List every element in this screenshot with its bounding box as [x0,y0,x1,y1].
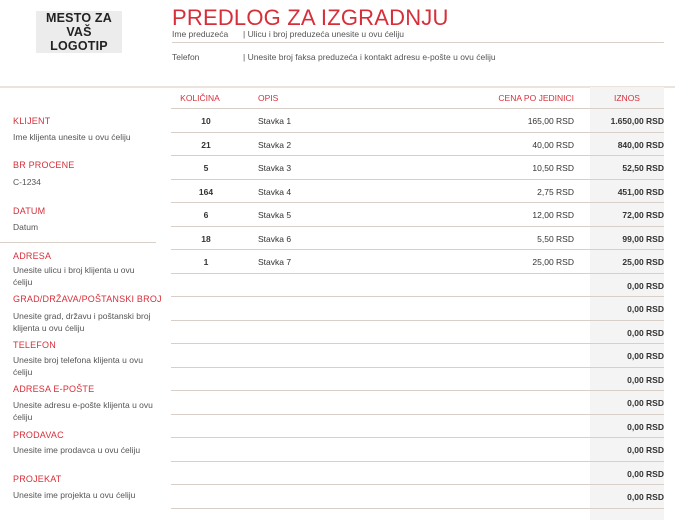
amount-cell[interactable]: 0,00 RSD [627,304,664,314]
client-field-label: PROJEKAT [13,474,62,484]
table-row [171,415,664,439]
client-field-label: GRAD/DRŽAVA/POŠTANSKI BROJ [13,294,162,304]
logo-line-2: VAŠ LOGOTIP [50,25,108,53]
quantity-cell[interactable]: 21 [201,139,211,150]
description-cell[interactable]: Stavka 1 [258,116,292,126]
table-row [171,438,664,462]
description-cell[interactable]: Stavka 5 [258,210,292,220]
client-field-label: KLIJENT [13,116,51,126]
quantity-cell[interactable]: 6 [203,210,209,220]
client-field-value[interactable]: Unesite ime prodavca u ovu ćeliju [13,445,141,455]
amount-cell[interactable]: 99,00 RSD [622,233,664,244]
table-header [171,87,664,109]
sidebar-divider [0,242,156,243]
amount-cell[interactable]: 0,00 RSD [627,280,664,291]
table-row [171,321,664,345]
amount-cell[interactable]: 1.650,00 RSD [610,116,664,126]
document-title[interactable]: PREDLOG ZA IZGRADNJU [172,5,449,30]
unit-price-cell[interactable]: 25,00 RSD [532,257,574,267]
amount-cell[interactable]: 0,00 RSD [627,398,664,408]
line-items-table [171,87,664,509]
unit-price-cell[interactable]: 2,75 RSD [537,186,574,197]
table-row [171,297,664,321]
amount-cell[interactable]: 0,00 RSD [627,374,664,385]
table-row [171,133,664,157]
quantity-cell[interactable]: 10 [201,116,211,126]
company-name-label[interactable]: Ime preduzeća [172,29,229,39]
description-cell[interactable]: Stavka 4 [258,186,292,197]
table-row [171,462,664,486]
amount-cell[interactable]: 0,00 RSD [627,327,664,338]
client-field-label: DATUM [13,206,46,216]
amount-cell[interactable]: 72,00 RSD [622,210,664,220]
table-row [171,203,664,227]
client-field-value[interactable]: Unesite grad, državu i poštanski broj klijenta u ovu ćeliju [13,311,151,333]
logo-placeholder [36,11,122,53]
description-cell[interactable]: Stavka 7 [258,257,292,267]
unit-price-cell[interactable]: 12,00 RSD [532,210,574,220]
table-row [171,368,664,392]
description-cell[interactable]: Stavka 6 [258,233,292,244]
table-row [171,250,664,274]
table-row [171,485,664,509]
unit-price-cell[interactable]: 10,50 RSD [532,163,574,173]
client-field-value[interactable]: C-1234 [13,177,41,187]
amount-cell[interactable]: 451,00 RSD [617,186,664,197]
description-cell[interactable]: Stavka 2 [258,139,292,150]
description-cell[interactable]: Stavka 3 [258,163,292,173]
client-field-value[interactable]: Unesite ulicu i broj klijenta u ovu ćeliju [13,265,135,287]
amount-cell[interactable]: 52,50 RSD [622,163,664,173]
table-body [171,109,664,509]
quantity-cell[interactable]: 5 [203,163,209,173]
company-phone-value[interactable]: | Unesite broj faksa preduzeća i kontakt adresu e-pošte u ovu ćeliju [243,52,496,62]
quantity-cell[interactable]: 18 [201,233,211,244]
amount-cell[interactable]: 0,00 RSD [627,351,664,361]
table-row [171,109,664,133]
quantity-cell[interactable]: 164 [198,186,214,197]
unit-price-cell[interactable]: 165,00 RSD [527,116,574,126]
table-row [171,180,664,204]
header-description: OPIS [258,93,279,103]
client-field-label: BR PROCENE [13,160,75,170]
client-field-value[interactable]: Datum [13,222,39,232]
company-phone-label[interactable]: Telefon [172,52,200,62]
amount-cell[interactable]: 0,00 RSD [627,445,664,455]
header-quantity: KOLIČINA [180,93,220,103]
client-field-value[interactable]: Unesite adresu e-pošte klijenta u ovu ćeliju [13,400,153,422]
company-phone-row [172,51,664,65]
amount-cell[interactable]: 0,00 RSD [627,468,664,479]
amount-cell[interactable]: 0,00 RSD [627,421,664,432]
unit-price-cell[interactable]: 40,00 RSD [532,139,574,150]
client-field-value[interactable]: Ime klijenta unesite u ovu ćeliju [13,132,131,142]
table-row [171,274,664,298]
table-row [171,344,664,368]
client-field-label: PRODAVAC [13,430,64,440]
client-field-label: ADRESA E-POŠTE [13,384,95,394]
amount-cell[interactable]: 840,00 RSD [617,139,664,150]
amount-cell[interactable]: 25,00 RSD [622,257,664,267]
header-unit-price: CENA PO JEDINICI [498,93,574,103]
quantity-cell[interactable]: 1 [203,257,209,267]
client-field-label: TELEFON [13,340,56,350]
client-field-value[interactable]: Unesite ime projekta u ovu ćeliju [13,490,136,500]
table-row [171,391,664,415]
table-row [171,156,664,180]
client-field-label: ADRESA [13,251,52,261]
company-name-row [172,28,664,43]
header-amount: IZNOS [614,93,640,103]
amount-cell[interactable]: 0,00 RSD [627,492,664,502]
unit-price-cell[interactable]: 5,50 RSD [537,233,574,244]
table-row [171,227,664,251]
logo-line-1: MESTO ZA [46,11,112,25]
client-field-value[interactable]: Unesite broj telefona klijenta u ovu ćeliju [13,355,143,377]
company-address[interactable]: | Ulicu i broj preduzeća unesite u ovu ćeliju [243,29,404,39]
